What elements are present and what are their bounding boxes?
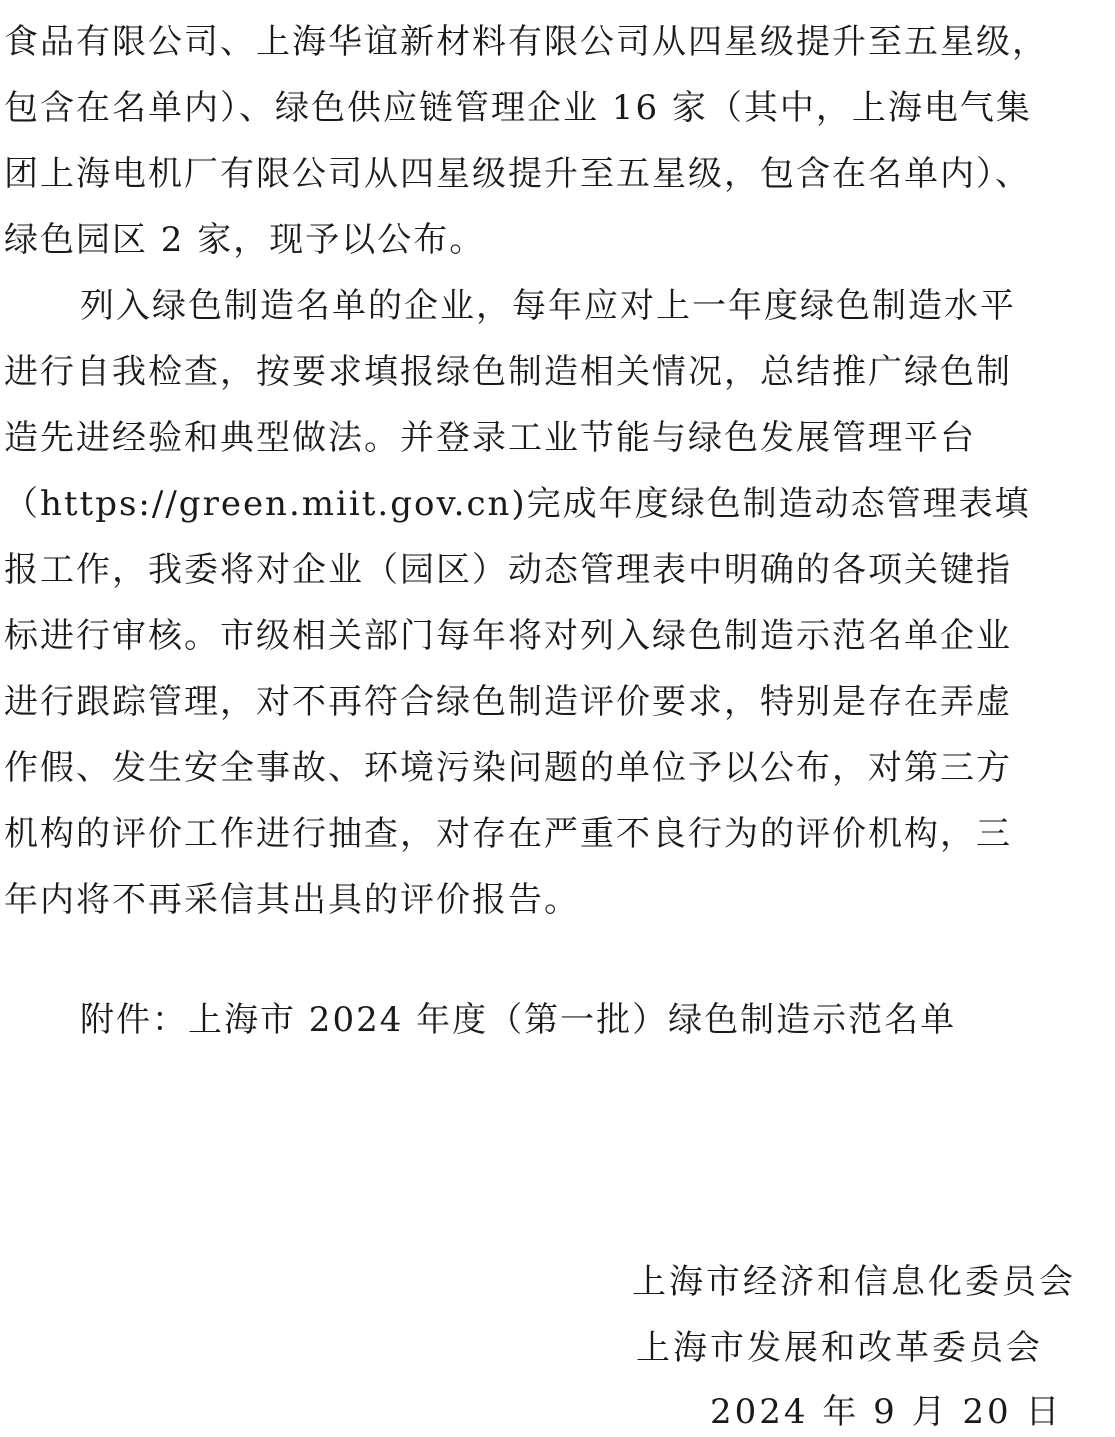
issuing-org-2: 上海市发展和改革委员会: [636, 1328, 1043, 1368]
issuing-org-1: 上海市经济和信息化委员会: [632, 1262, 1076, 1302]
issue-date: 2024 年 9 月 20 日: [710, 1392, 1063, 1432]
paragraph-1-line: 团上海电机厂有限公司从四星级提升至五星级，包含在名单内）、: [4, 154, 1031, 194]
paragraph-2-line: 标进行审核。市级相关部门每年将对列入绿色制造示范名单企业: [4, 616, 1012, 656]
attachment-line: 附件：上海市 2024 年度（第一批）绿色制造示范名单: [80, 1000, 957, 1040]
paragraph-2-line: 进行跟踪管理，对不再符合绿色制造评价要求，特别是存在弄虚: [4, 682, 1012, 722]
paragraph-2-line: 报工作，我委将对企业（园区）动态管理表中明确的各项关键指: [4, 550, 1012, 590]
paragraph-2-line: 列入绿色制造名单的企业，每年应对上一年度绿色制造水平: [80, 286, 1016, 326]
paragraph-2-line: 机构的评价工作进行抽查，对存在严重不良行为的评价机构，三: [4, 814, 1012, 854]
paragraph-1-line: 包含在名单内）、绿色供应链管理企业 16 家（其中，上海电气集: [4, 88, 1032, 128]
paragraph-1-line: 食品有限公司、上海华谊新材料有限公司从四星级提升至五星级，: [4, 22, 1048, 62]
paragraph-2-line: 进行自我检查，按要求填报绿色制造相关情况，总结推广绿色制: [4, 352, 1012, 392]
paragraph-2-line: 年内将不再采信其出具的评价报告。: [4, 880, 580, 920]
paragraph-1-line: 绿色园区 2 家，现予以公布。: [4, 220, 486, 260]
paragraph-2-line: （https://green.miit.gov.cn)完成年度绿色制造动态管理表填: [4, 484, 1031, 524]
paragraph-2-line: 造先进经验和典型做法。并登录工业节能与绿色发展管理平台: [4, 418, 976, 458]
paragraph-2-line: 作假、发生安全事故、环境污染问题的单位予以公布，对第三方: [4, 748, 1012, 788]
